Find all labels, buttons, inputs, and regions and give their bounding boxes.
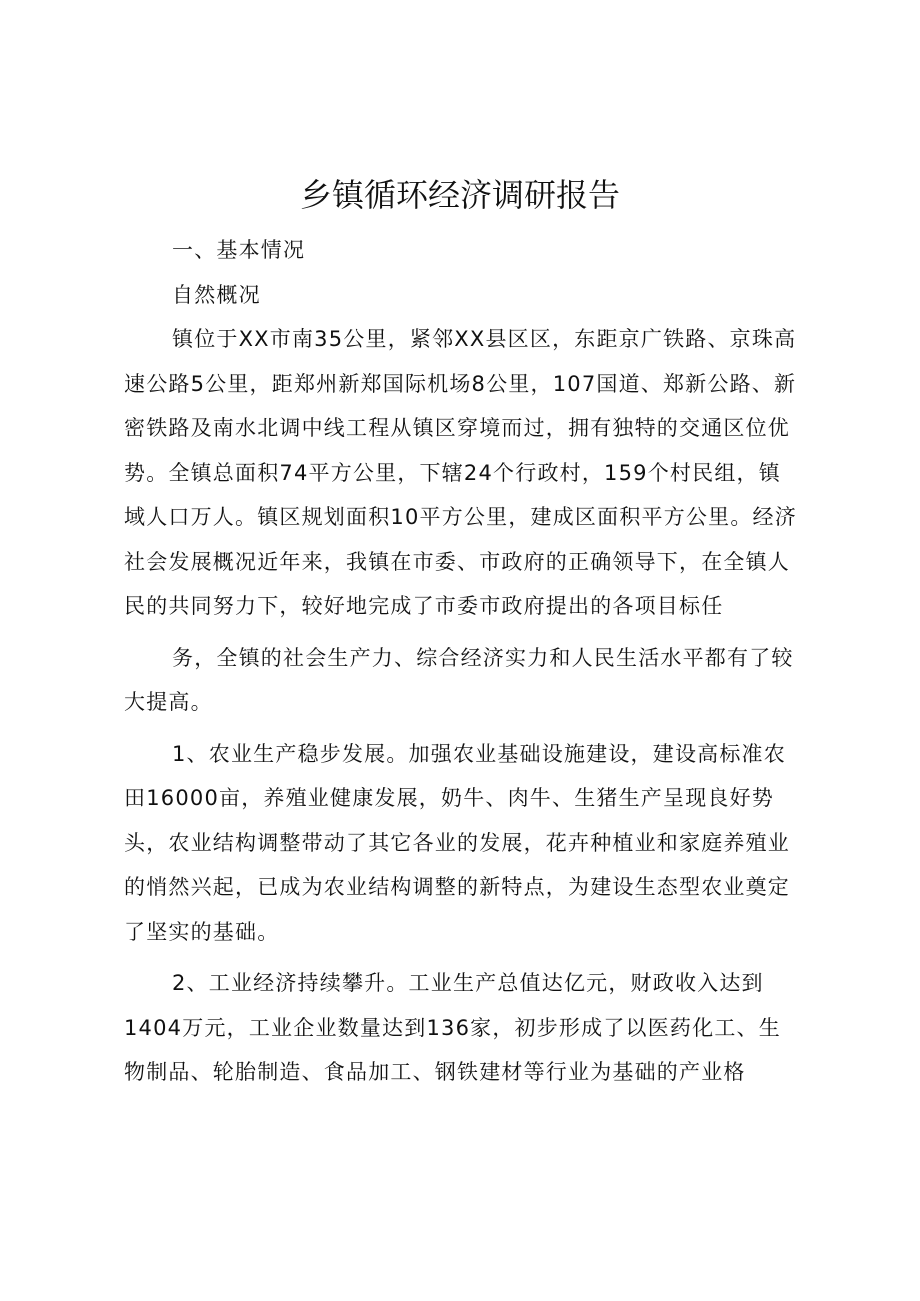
subheading: 自然概况 <box>172 282 261 307</box>
paragraph-location: 镇位于XX市南35公里，紧邻XX县区区，东距京广铁路、京珠高速公路5公里，距郑州新郑国际机场8公里，107国道、郑新公路、新密铁路及南水北调中线工程从镇区穿境而过，拥有独特的交通区位优势。全镇总面积74平方公里，下辖24个行政村，159个村民组，镇域人口万人。镇区规划面积10平方公里，建成区面积平方公里。经济社会发展概况近年来，我镇在市委、市政府的正确领导下，在全镇人民的共同努力下，较好地完成了市委市政府提出的各项目标任 <box>124 327 797 618</box>
document-body <box>124 228 800 1095</box>
document-title: 乡镇循环经济调研报告 <box>299 176 620 214</box>
paragraph-continuation: 务，全镇的社会生产力、综合经济实力和人民生活水平都有了较大提高。 <box>124 645 794 714</box>
paragraph-industry: 2、工业经济持续攀升。工业生产总值达亿元，财政收入达到1404万元，工业企业数量达到136家，初步形成了以医药化工、生物制品、轮胎制造、食品加工、钢铁建材等行业为基础的产业格 <box>124 971 781 1084</box>
paragraph-agriculture: 1、农业生产稳步发展。加强农业基础设施建设，建设高标准农田16000亩，养殖业健康发展，奶牛、肉牛、生猪生产呈现良好势头，农业结构调整带动了其它各业的发展，花卉种植业和家庭养殖业的悄然兴起，已成为农业结构调整的新特点，为建设生态型农业奠定了坚实的基础。 <box>124 741 790 944</box>
section-heading: 一、基本情况 <box>172 238 306 262</box>
